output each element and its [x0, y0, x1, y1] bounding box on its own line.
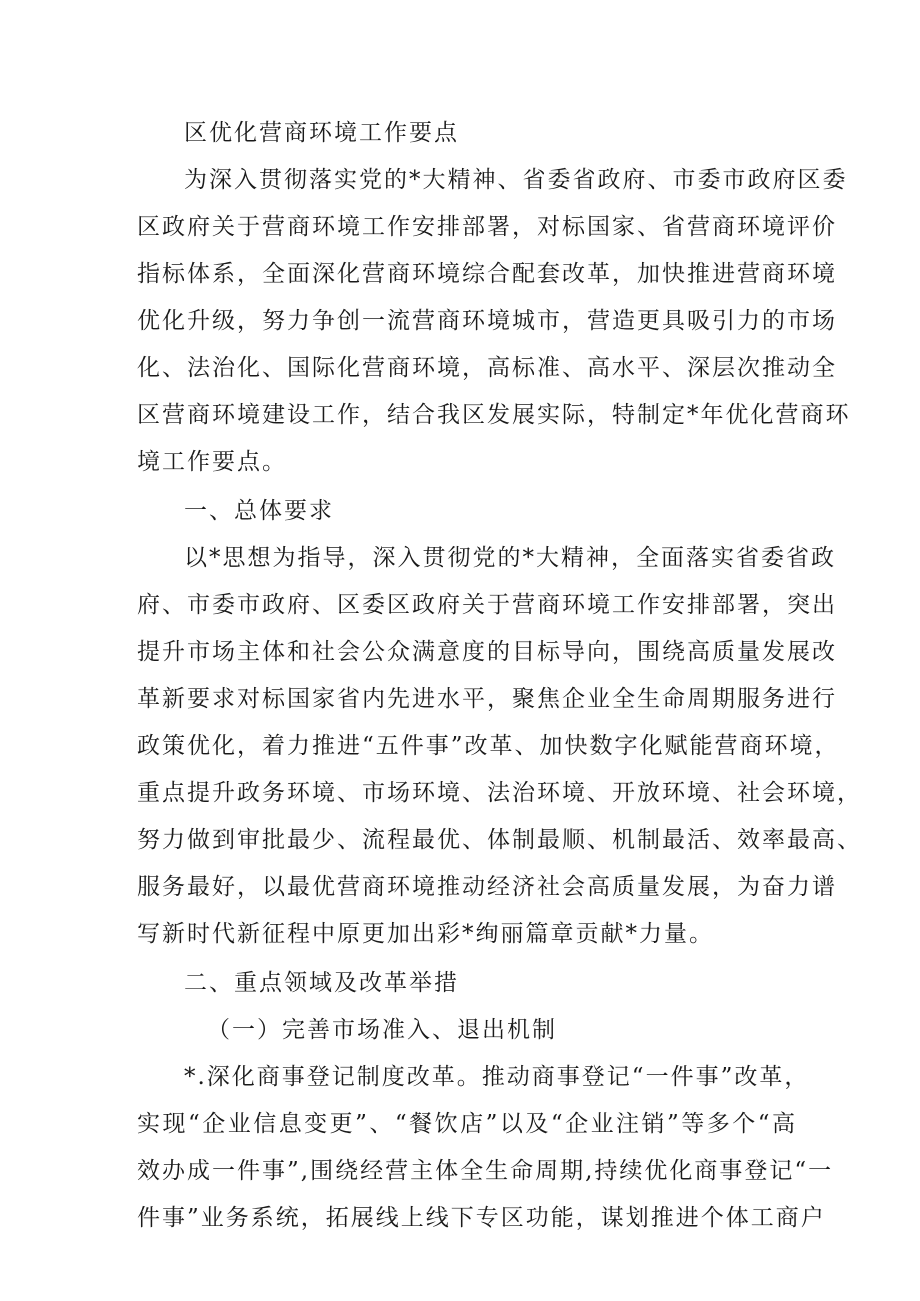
section-heading: 一、总体要求	[184, 498, 334, 524]
intro-paragraph	[137, 157, 851, 486]
section1-line: 府、市委市政府、区委区政府关于营商环境工作安排部署，突出	[137, 592, 837, 618]
intro-line: 优化升级，努力争创一流营商环境城市，营造更具吸引力的市场	[137, 308, 837, 334]
item1-line: 件事”业务系统，拓展线上线下专区功能，谋划推进个体工商户	[137, 1205, 826, 1231]
intro-line: 区营商环境建设工作，结合我区发展实际，特制定*年优化营商环	[137, 402, 851, 428]
item1-paragraph	[137, 1054, 834, 1242]
section1-line: 努力做到审批最少、流程最优、体制最顺、机制最活、效率最高、	[137, 827, 862, 853]
section1-line: 政策优化，着力推进“五件事”改革、加快数字化赋能营商环境，	[137, 733, 840, 759]
item1-line: *.深化商事登记制度改革。推动商事登记“一件事”改革，	[184, 1064, 810, 1090]
section1-line: 革新要求对标国家省内先进水平，聚焦企业全生命周期服务进行	[137, 686, 837, 712]
subsection-heading: （一）完善市场准入、退出机制	[207, 1017, 557, 1043]
section1-line: 以*思想为指导，深入贯彻党的*大精神，全面落实省委省政	[184, 545, 836, 571]
intro-line: 区政府关于营商环境工作安排部署，对标国家、省营商环境评价	[137, 214, 837, 240]
intro-line: 化、法治化、国际化营商环境，高标准、高水平、深层次推动全	[137, 355, 837, 381]
intro-line: 境工作要点。	[137, 449, 287, 475]
item1-line: 效办成一件事”,围绕经营主体全生命周期,持续优化商事登记“一	[137, 1158, 834, 1184]
document-title: 区优化营商环境工作要点	[184, 120, 459, 146]
document-body	[137, 110, 862, 1242]
section1-line: 重点提升政务环境、市场环境、法治环境、开放环境、社会环境，	[137, 780, 862, 806]
section1-line: 提升市场主体和社会公众满意度的目标导向，围绕高质量发展改	[137, 639, 837, 665]
section1-line: 写新时代新征程中原更加出彩*绚丽篇章贡献*力量。	[137, 921, 714, 947]
intro-line: 指标体系，全面深化营商环境综合配套改革，加快推进营商环境	[137, 261, 837, 287]
section1-paragraph	[137, 535, 862, 958]
section1-line: 服务最好，以最优营商环境推动经济社会高质量发展，为奋力谱	[137, 874, 837, 900]
section-heading: 二、重点领域及改革举措	[184, 970, 459, 996]
intro-line: 为深入贯彻落实党的*大精神、省委省政府、市委市政府区委	[184, 167, 848, 193]
item1-line: 实现“企业信息变更”、“餐饮店”以及“企业注销”等多个“高	[137, 1111, 797, 1137]
